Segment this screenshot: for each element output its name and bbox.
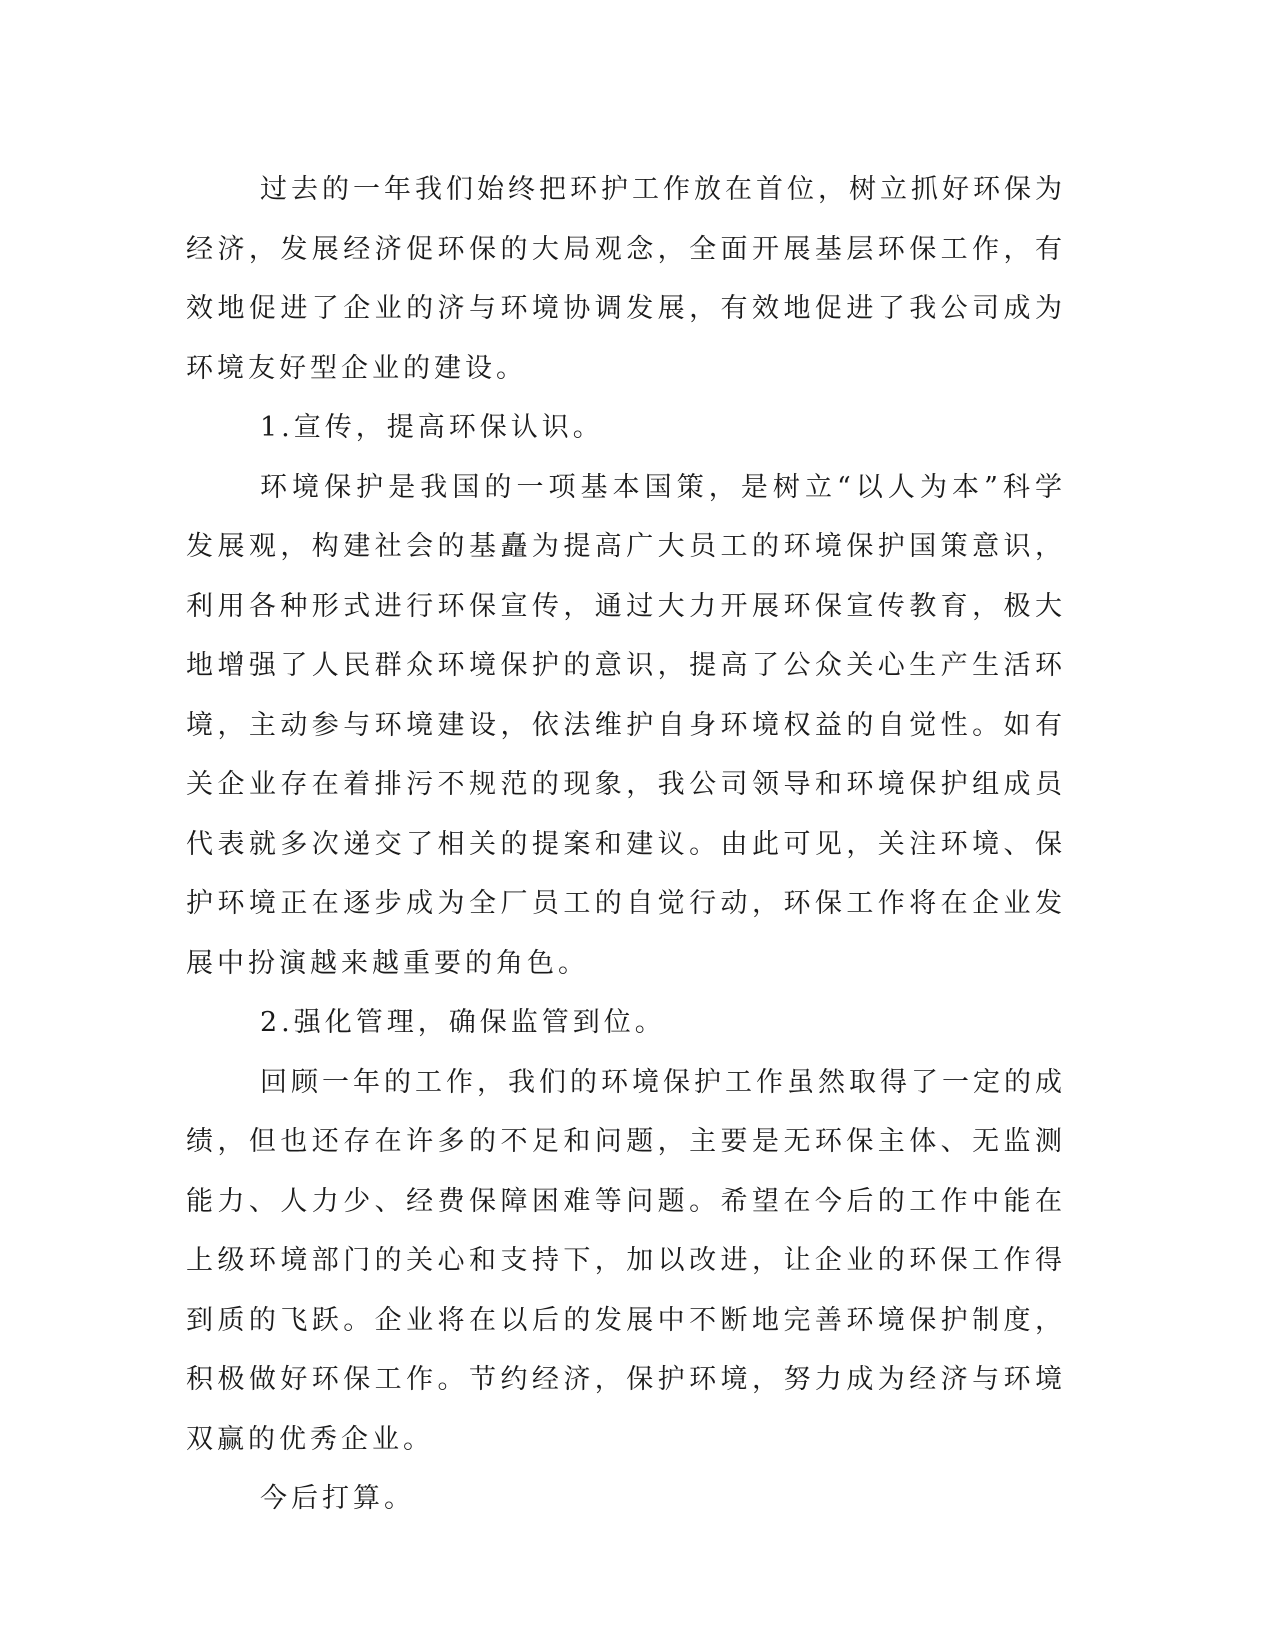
paragraph-review: 回顾一年的工作，我们的环境保护工作虽然取得了一定的成绩，但也还存在许多的不足和问题，主要是无环保主体、无监测能力、人力少、经费保障困难等问题。希望在今后的工作中能在上级环境部门的关心和支持下，加以改进，让企业的环保工作得到质的飞跃。企业将在以后的发展中不断地完善环境保护制度，积极做好环保工作。节约经济，保护环境，努力成为经济与环境双赢的优秀企业。 bbox=[186, 1066, 1066, 1455]
paragraph-publicity: 环境保护是我国的一项基本国策，是树立“以人为本”科学发展观，构建社会的基矗为提高广大员工的环境保护国策意识，利用各种形式进行环保宣传，通过大力开展环保宣传教育，极大地增强了人民群众环境保护的意识，提高了公众关心生产生活环境，主动参与环境建设，依法维护自身环境权益的自觉性。如有关企业存在着排污不规范的现象，我公司领导和环境保护组成员代表就多次递交了相关的提案和建议。由此可见，关注环境、保护环境正在逐步成为全厂员工的自觉行动，环保工作将在企业发展中扮演越来越重要的角色。 bbox=[186, 471, 1066, 979]
paragraph-heading-management: 2.强化管理，确保监管到位。 bbox=[260, 1007, 666, 1038]
document-body bbox=[186, 160, 1066, 1529]
paragraph-future-plans: 今后打算。 bbox=[260, 1483, 415, 1514]
paragraph-intro: 过去的一年我们始终把环护工作放在首位，树立抓好环保为经济，发展经济促环保的大局观念，全面开展基层环保工作，有效地促进了企业的济与环境协调发展，有效地促进了我公司成为环境友好型企业的建设。 bbox=[186, 174, 1066, 384]
paragraph-heading-publicity: 1.宣传，提高环保认识。 bbox=[260, 412, 604, 443]
